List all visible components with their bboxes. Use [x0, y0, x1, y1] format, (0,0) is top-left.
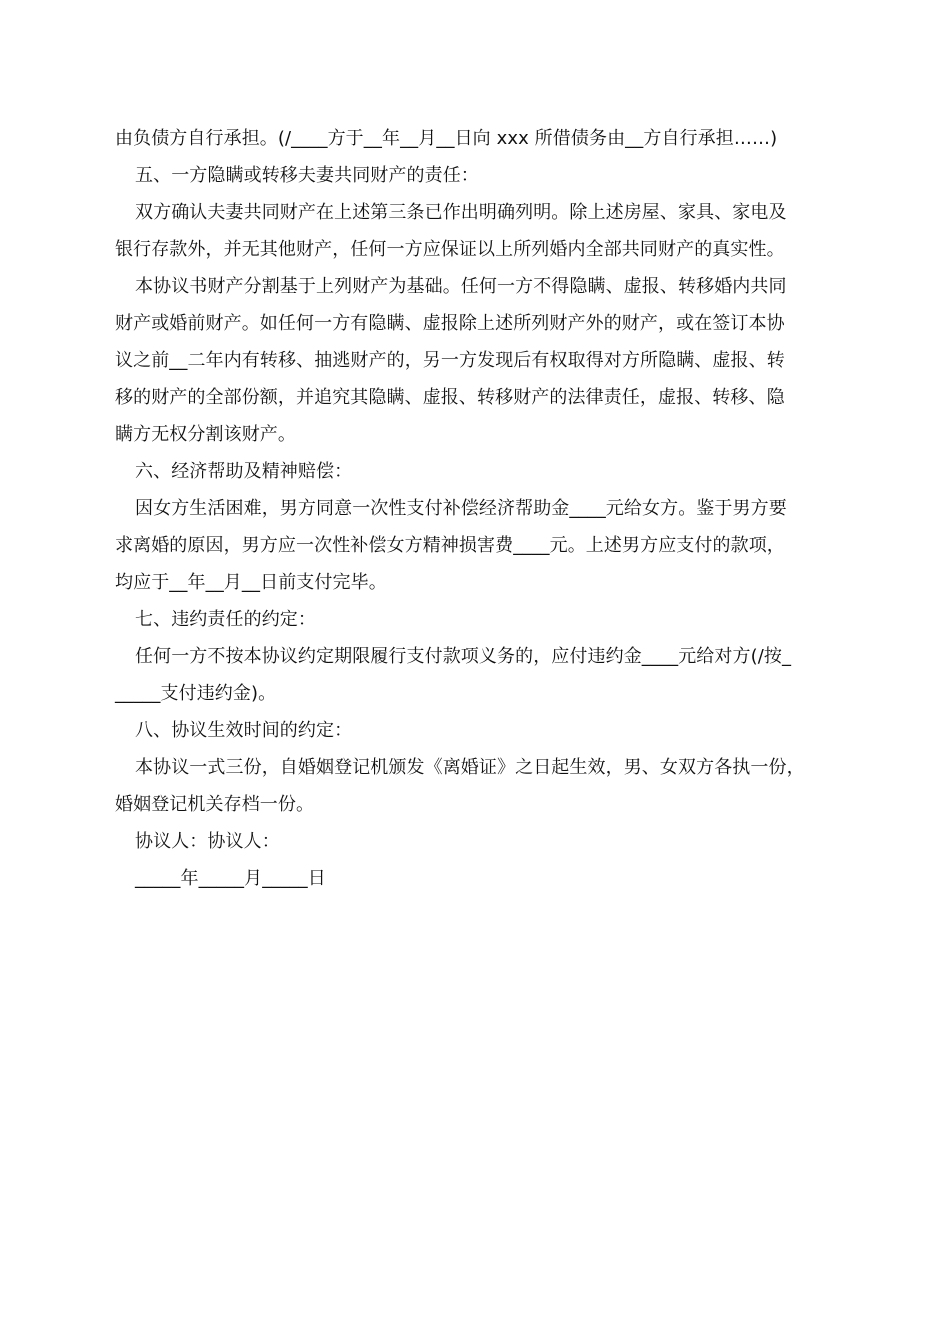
date-line: _____年_____月_____日: [135, 868, 326, 889]
text-line: 求离婚的原因，男方应一次性补偿女方精神损害费____元。上述男方应支付的款项，: [115, 535, 785, 556]
text-line: 双方确认夫妻共同财产在上述第三条已作出明确列明。除上述房屋、家具、家电及: [135, 202, 787, 223]
section-heading-8: 八、协议生效时间的约定：: [135, 720, 353, 741]
section-heading-5: 五、一方隐瞒或转移夫妻共同财产的责任：: [135, 165, 479, 186]
text-line: 财产或婚前财产。如任何一方有隐瞒、虚报除上述所列财产外的财产，或在签订本协: [115, 313, 785, 334]
text-line: 由负债方自行承担。(/____方于__年__月__日向 xxx 所借债务由__方自行承担……): [115, 128, 778, 149]
text-line: 因女方生活困难，男方同意一次性支付补偿经济帮助金____元给女方。鉴于男方要: [135, 498, 787, 519]
text-line: 任何一方不按本协议约定期限履行支付款项义务的，应付违约金____元给对方(/按_: [135, 646, 792, 667]
text-line: 瞒方无权分割该财产。: [115, 424, 296, 445]
text-line: 议之前__二年内有转移、抽逃财产的，另一方发现后有权取得对方所隐瞒、虚报、转: [115, 350, 785, 371]
text-line: 均应于__年__月__日前支付完毕。: [115, 572, 387, 593]
signatory-line: 协议人：协议人：: [135, 831, 280, 852]
text-line: 本协议书财产分割基于上列财产为基础。任何一方不得隐瞒、虚报、转移婚内共同: [135, 276, 787, 297]
text-line: 移的财产的全部份额，并追究其隐瞒、虚报、转移财产的法律责任，虚报、转移、隐: [115, 387, 785, 408]
text-line: _____支付违约金)。: [115, 683, 277, 704]
text-line: 银行存款外，并无其他财产，任何一方应保证以上所列婚内全部共同财产的真实性。: [115, 239, 785, 260]
text-line: 婚姻登记机关存档一份。: [115, 794, 315, 815]
agreement-text: [115, 120, 850, 897]
text-line: 本协议一式三份，自婚姻登记机颁发《离婚证》之日起生效，男、女双方各执一份，: [135, 757, 805, 778]
section-heading-6: 六、经济帮助及精神赔偿：: [135, 461, 353, 482]
section-heading-7: 七、违约责任的约定：: [135, 609, 316, 630]
